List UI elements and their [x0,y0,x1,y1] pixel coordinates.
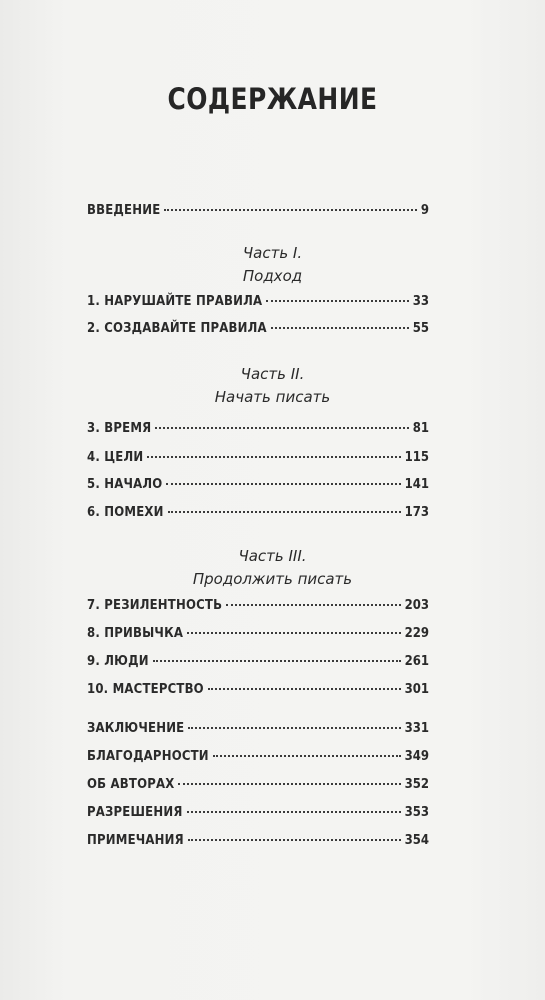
toc-entry-chapter-6[interactable] [87,505,429,527]
toc-entry-page: 55 [412,321,429,336]
part-name: Начать писать [214,388,331,406]
toc-entry-page: 354 [404,833,429,848]
toc-entry-label: 10. МАСТЕРСТВО [87,682,204,697]
leader-dots [266,300,408,302]
toc-entry-label: 5. НАЧАЛО [87,477,163,492]
part-heading-3 [0,545,545,591]
toc-entry-label: 9. ЛЮДИ [87,654,149,669]
toc-entry-label: ОБ АВТОРАХ [87,777,175,792]
toc-entry-page: 9 [420,203,429,218]
leader-dots [188,727,400,729]
toc-entry-permissions[interactable] [87,805,429,827]
toc-entry-page: 33 [412,294,429,309]
toc-entry-label: ЗАКЛЮЧЕНИЕ [87,721,185,736]
toc-entry-page: 352 [404,777,429,792]
leader-dots [188,839,401,841]
toc-entry-chapter-5[interactable] [87,477,429,499]
toc-entry-chapter-3[interactable] [87,421,429,443]
toc-entry-about-authors[interactable] [87,777,429,799]
toc-entry-label: 1. НАРУШАЙТЕ ПРАВИЛА [87,294,263,309]
part-name: Подход [242,267,303,285]
part-name: Продолжить писать [192,570,353,588]
toc-entry-label: БЛАГОДАРНОСТИ [87,749,209,764]
leader-dots [153,660,401,662]
leader-dots [147,456,400,458]
toc-entry-acknowledgements[interactable] [87,749,429,771]
part-number: Часть III. [238,547,307,565]
toc-entry-chapter-7[interactable] [87,598,429,620]
part-heading-2 [0,363,545,409]
toc-entry-chapter-8[interactable] [87,626,429,648]
toc-entry-page: 141 [404,477,429,492]
leader-dots [226,604,400,606]
toc-entry-label: 2. СОЗДАВАЙТЕ ПРАВИЛА [87,321,267,336]
toc-entry-page: 349 [404,749,429,764]
leader-dots [164,209,416,211]
toc-entry-chapter-9[interactable] [87,654,429,676]
toc-entry-page: 81 [412,421,429,436]
toc-entry-page: 173 [404,505,429,520]
leader-dots [178,783,400,785]
part-heading-1 [0,242,545,288]
toc-entry-label: ВВЕДЕНИЕ [87,203,161,218]
leader-dots [155,427,408,429]
toc-entry-page: 261 [404,654,429,669]
leader-dots [168,511,401,513]
toc-entry-chapter-2[interactable] [87,321,429,343]
leader-dots [187,632,400,634]
toc-entry-chapter-10[interactable] [87,682,429,704]
leader-dots [166,483,400,485]
leader-dots [271,327,409,329]
toc-entry-page: 115 [404,450,429,465]
toc-entry-page: 229 [404,626,429,641]
part-number: Часть I. [242,244,303,262]
toc-entry-label: 8. ПРИВЫЧКА [87,626,184,641]
toc-entry-label: 4. ЦЕЛИ [87,450,144,465]
toc-entry-label: РАЗРЕШЕНИЯ [87,805,183,820]
toc-entry-notes[interactable] [87,833,429,855]
page-title: СОДЕРЖАНИЕ [167,82,378,116]
part-number: Часть II. [240,365,305,383]
toc-entry-page: 301 [404,682,429,697]
toc-entry-conclusion[interactable] [87,721,429,743]
toc-entry-introduction[interactable] [87,203,429,225]
toc-entry-label: 3. ВРЕМЯ [87,421,152,436]
toc-entry-label: ПРИМЕЧАНИЯ [87,833,184,848]
toc-entry-page: 331 [404,721,429,736]
toc-entry-page: 353 [404,805,429,820]
toc-entry-label: 7. РЕЗИЛЕНТНОСТЬ [87,598,223,613]
toc-entry-page: 203 [404,598,429,613]
toc-entry-chapter-4[interactable] [87,450,429,472]
leader-dots [213,755,401,757]
toc-entry-label: 6. ПОМЕХИ [87,505,164,520]
leader-dots [187,811,401,813]
leader-dots [208,688,401,690]
toc-entry-chapter-1[interactable] [87,294,429,316]
